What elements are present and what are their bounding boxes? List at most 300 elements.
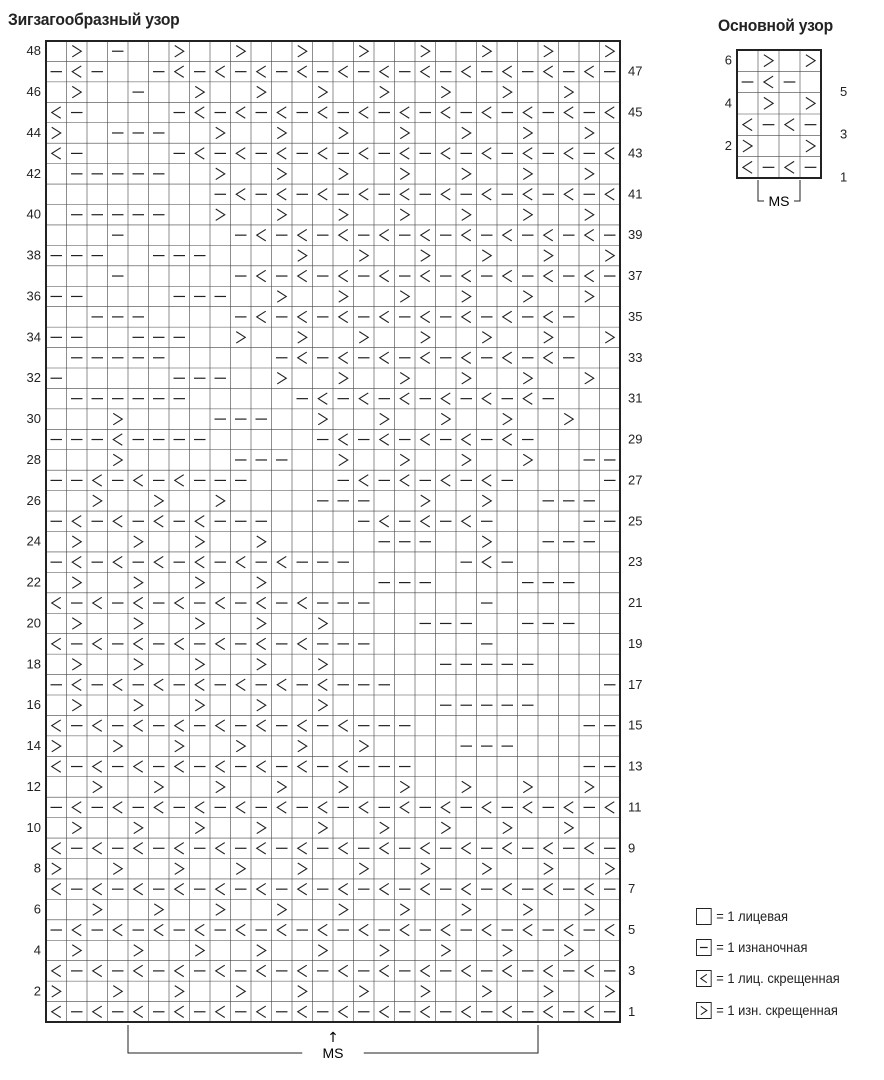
- row-number-left: 36: [26, 288, 41, 304]
- crossed-purl-mark: [134, 577, 143, 588]
- crossed-purl-mark: [154, 781, 163, 792]
- crossed-knit-mark: [585, 1006, 594, 1017]
- crossed-purl-mark: [400, 904, 409, 915]
- crossed-purl-mark: [482, 332, 491, 343]
- crossed-knit-mark: [52, 883, 61, 894]
- crossed-knit-mark: [195, 679, 204, 690]
- crossed-knit-mark: [298, 883, 307, 894]
- crossed-knit-mark: [113, 802, 122, 813]
- crossed-knit-mark: [93, 761, 102, 772]
- chart-row: [52, 965, 616, 976]
- crossed-knit-mark: [462, 434, 471, 445]
- row-number-right: 33: [628, 349, 643, 365]
- crossed-purl-mark: [72, 822, 81, 833]
- crossed-knit-mark: [462, 516, 471, 527]
- crossed-knit-mark: [421, 352, 430, 363]
- crossed-knit-mark: [400, 148, 409, 159]
- crossed-purl-mark: [605, 986, 614, 997]
- row-number-left: 14: [26, 738, 41, 754]
- crossed-purl-mark: [564, 822, 573, 833]
- chart-row: [52, 740, 513, 751]
- crossed-knit-mark: [236, 924, 245, 935]
- crossed-purl-mark: [462, 127, 471, 138]
- crossed-knit-mark: [380, 965, 389, 976]
- crossed-knit-mark: [113, 434, 122, 445]
- crossed-knit-mark: [236, 556, 245, 567]
- crossed-knit-mark: [421, 311, 430, 322]
- chart-row: [52, 597, 493, 608]
- row-number-right: 39: [628, 227, 643, 243]
- crossed-purl-mark: [421, 495, 430, 506]
- crossed-purl-mark: [175, 740, 184, 751]
- row-number-right: 1: [628, 1003, 636, 1019]
- crossed-knit-mark: [544, 270, 553, 281]
- crossed-knit-mark: [277, 107, 286, 118]
- small-row-number-right: 3: [840, 126, 848, 142]
- crossed-purl-mark: [236, 45, 245, 56]
- crossed-purl-mark: [544, 332, 553, 343]
- row-number-left: 18: [26, 656, 41, 672]
- chart-row: [72, 659, 533, 670]
- row-number-left: 12: [26, 778, 41, 794]
- crossed-purl-mark: [544, 986, 553, 997]
- crossed-knit-mark: [72, 516, 81, 527]
- crossed-knit-mark: [482, 393, 491, 404]
- crossed-purl-mark: [134, 822, 143, 833]
- crossed-purl-mark: [257, 86, 266, 97]
- crossed-knit-mark: [257, 270, 266, 281]
- crossed-knit-mark: [503, 883, 512, 894]
- crossed-purl-mark: [277, 904, 286, 915]
- crossed-knit-mark: [339, 352, 348, 363]
- row-number-left: 34: [26, 329, 41, 345]
- row-number-right: 41: [628, 186, 643, 202]
- crossed-knit-mark: [380, 270, 389, 281]
- crossed-knit-mark: [380, 516, 389, 527]
- crossed-knit-mark: [298, 311, 307, 322]
- crossed-knit-mark: [764, 76, 773, 88]
- crossed-purl-mark: [154, 904, 163, 915]
- crossed-purl-mark: [298, 986, 307, 997]
- crossed-purl-mark: [544, 250, 553, 261]
- crossed-knit-mark: [257, 720, 266, 731]
- crossed-purl-mark: [359, 986, 368, 997]
- crossed-purl-mark: [503, 945, 512, 956]
- crossed-knit-mark: [257, 883, 266, 894]
- chart-row: [93, 781, 594, 792]
- crossed-purl-mark: [216, 209, 225, 220]
- crossed-purl-mark: [605, 250, 614, 261]
- crossed-purl-mark: [544, 45, 553, 56]
- crossed-knit-mark: [441, 802, 450, 813]
- crossed-purl-mark: [380, 86, 389, 97]
- crossed-purl-mark: [72, 618, 81, 629]
- crossed-knit-mark: [72, 679, 81, 690]
- crossed-knit-mark: [257, 66, 266, 77]
- crossed-knit-mark: [175, 66, 184, 77]
- crossed-knit-mark: [93, 1006, 102, 1017]
- crossed-knit-mark: [113, 924, 122, 935]
- crossed-purl-mark: [298, 863, 307, 874]
- crossed-knit-mark: [298, 638, 307, 649]
- chart-row: [72, 45, 614, 56]
- crossed-purl-mark: [482, 250, 491, 261]
- crossed-knit-mark: [523, 189, 532, 200]
- row-number-left: 22: [26, 574, 41, 590]
- crossed-purl-mark: [93, 495, 102, 506]
- chart-row: [72, 699, 533, 710]
- row-number-left: 26: [26, 492, 41, 508]
- crossed-knit-mark: [154, 516, 163, 527]
- crossed-knit-mark: [216, 1006, 225, 1017]
- crossed-knit-mark: [277, 148, 286, 159]
- crossed-knit-mark: [605, 148, 614, 159]
- crossed-knit-mark: [195, 924, 204, 935]
- crossed-purl-mark: [195, 822, 204, 833]
- crossed-knit-mark: [216, 66, 225, 77]
- crossed-knit-mark: [380, 843, 389, 854]
- crossed-purl-mark: [134, 536, 143, 547]
- crossed-knit-mark: [462, 229, 471, 240]
- crossed-purl-mark: [400, 209, 409, 220]
- crossed-knit-mark: [257, 965, 266, 976]
- crossed-knit-mark: [503, 434, 512, 445]
- small-row-number-left: 2: [724, 138, 732, 153]
- crossed-knit-mark: [785, 161, 794, 173]
- crossed-knit-mark: [523, 802, 532, 813]
- crossed-knit-mark: [400, 924, 409, 935]
- crossed-knit-mark: [441, 189, 450, 200]
- crossed-knit-mark: [195, 107, 204, 118]
- crossed-purl-mark: [72, 86, 81, 97]
- crossed-purl-mark: [421, 332, 430, 343]
- crossed-purl-mark: [441, 822, 450, 833]
- crossed-knit-mark: [236, 148, 245, 159]
- crossed-purl-mark: [482, 863, 491, 874]
- crossed-knit-mark: [339, 434, 348, 445]
- crossed-knit-mark: [93, 475, 102, 486]
- row-number-right: 23: [628, 554, 643, 570]
- crossed-knit-mark: [503, 965, 512, 976]
- crossed-knit-mark: [134, 843, 143, 854]
- crossed-knit-mark: [564, 802, 573, 813]
- crossed-knit-mark: [52, 597, 61, 608]
- crossed-purl-mark: [175, 863, 184, 874]
- crossed-purl-mark: [523, 781, 532, 792]
- crossed-purl-mark: [380, 945, 389, 956]
- crossed-knit-mark: [785, 119, 794, 131]
- crossed-purl-mark: [216, 781, 225, 792]
- crossed-purl-mark: [359, 863, 368, 874]
- crossed-knit-mark: [421, 516, 430, 527]
- crossed-purl-mark: [318, 699, 327, 710]
- crossed-knit-mark: [113, 516, 122, 527]
- crossed-purl-mark: [339, 209, 348, 220]
- crossed-knit-mark: [482, 107, 491, 118]
- row-number-left: 42: [26, 165, 41, 181]
- crossed-knit-mark: [339, 965, 348, 976]
- crossed-purl-mark: [277, 209, 286, 220]
- crossed-knit-mark: [236, 679, 245, 690]
- row-number-right: 25: [628, 513, 643, 529]
- crossed-purl-mark: [701, 1006, 707, 1014]
- chart-row: [113, 413, 573, 424]
- crossed-knit-mark: [421, 843, 430, 854]
- crossed-purl-mark: [216, 495, 225, 506]
- crossed-purl-mark: [72, 536, 81, 547]
- crossed-knit-mark: [257, 761, 266, 772]
- crossed-knit-mark: [52, 148, 61, 159]
- legend-label: = 1 лицевая: [716, 908, 789, 924]
- crossed-knit-mark: [93, 720, 102, 731]
- crossed-knit-mark: [318, 107, 327, 118]
- crossed-purl-mark: [195, 86, 204, 97]
- crossed-knit-mark: [523, 924, 532, 935]
- crossed-purl-mark: [482, 536, 491, 547]
- row-number-right: 3: [628, 962, 636, 978]
- chart-row: [52, 638, 493, 649]
- crossed-knit-mark: [359, 189, 368, 200]
- chart-row: [72, 945, 573, 956]
- crossed-knit-mark: [585, 229, 594, 240]
- crossed-purl-mark: [52, 127, 61, 138]
- crossed-knit-mark: [72, 556, 81, 567]
- crossed-knit-mark: [462, 311, 471, 322]
- crossed-purl-mark: [441, 413, 450, 424]
- chart-row: [93, 495, 595, 506]
- legend-item: [696, 937, 807, 957]
- crossed-purl-mark: [113, 454, 122, 465]
- crossed-knit-mark: [359, 393, 368, 404]
- row-number-left: 10: [26, 819, 41, 835]
- crossed-purl-mark: [462, 781, 471, 792]
- crossed-knit-mark: [318, 924, 327, 935]
- crossed-knit-mark: [154, 679, 163, 690]
- crossed-purl-mark: [216, 904, 225, 915]
- crossed-knit-mark: [482, 189, 491, 200]
- crossed-purl-mark: [421, 863, 430, 874]
- crossed-purl-mark: [462, 291, 471, 302]
- crossed-knit-mark: [339, 720, 348, 731]
- crossed-knit-mark: [482, 475, 491, 486]
- chart-row: [52, 1006, 616, 1017]
- crossed-purl-mark: [257, 536, 266, 547]
- crossed-knit-mark: [277, 679, 286, 690]
- crossed-knit-mark: [134, 720, 143, 731]
- crossed-knit-mark: [380, 1006, 389, 1017]
- chart-row: [113, 454, 615, 465]
- crossed-purl-mark: [318, 945, 327, 956]
- crossed-purl-mark: [216, 127, 225, 138]
- crossed-purl-mark: [113, 740, 122, 751]
- crossed-purl-mark: [339, 127, 348, 138]
- crossed-purl-mark: [585, 168, 594, 179]
- crossed-purl-mark: [52, 986, 61, 997]
- ms-label: MS: [322, 1045, 344, 1061]
- crossed-knit-mark: [339, 311, 348, 322]
- crossed-knit-mark: [462, 883, 471, 894]
- crossed-purl-mark: [564, 413, 573, 424]
- crossed-purl-mark: [236, 986, 245, 997]
- crossed-knit-mark: [462, 1006, 471, 1017]
- crossed-knit-mark: [236, 107, 245, 118]
- crossed-knit-mark: [359, 148, 368, 159]
- crossed-purl-mark: [523, 209, 532, 220]
- crossed-knit-mark: [298, 352, 307, 363]
- crossed-knit-mark: [134, 883, 143, 894]
- crossed-knit-mark: [339, 1006, 348, 1017]
- crossed-purl-mark: [134, 618, 143, 629]
- crossed-purl-mark: [421, 986, 430, 997]
- crossed-knit-mark: [236, 802, 245, 813]
- crossed-purl-mark: [298, 45, 307, 56]
- crossed-purl-mark: [462, 372, 471, 383]
- crossed-knit-mark: [503, 66, 512, 77]
- crossed-purl-mark: [462, 904, 471, 915]
- crossed-purl-icon: [696, 1002, 712, 1019]
- crossed-purl-mark: [462, 209, 471, 220]
- crossed-knit-mark: [318, 679, 327, 690]
- crossed-knit-mark: [52, 720, 61, 731]
- crossed-knit-mark: [52, 638, 61, 649]
- legend-item: [696, 1000, 838, 1020]
- row-number-left: 48: [26, 43, 41, 59]
- chart-row: [52, 883, 616, 894]
- small-grid: [737, 50, 821, 178]
- crossed-knit-mark: [318, 393, 327, 404]
- legend-label: = 1 изн. скрещенная: [716, 1002, 838, 1018]
- crossed-knit-mark: [544, 66, 553, 77]
- crossed-purl-mark: [72, 945, 81, 956]
- crossed-knit-mark: [72, 66, 81, 77]
- crossed-knit-mark: [175, 883, 184, 894]
- row-number-right: 17: [628, 676, 643, 692]
- crossed-purl-mark: [421, 250, 430, 261]
- crossed-purl-mark: [359, 740, 368, 751]
- crossed-knit-mark: [93, 843, 102, 854]
- crossed-knit-mark: [93, 597, 102, 608]
- chart-row: [112, 229, 615, 240]
- legend-item: [696, 906, 788, 926]
- crossed-knit-mark: [359, 802, 368, 813]
- main-grid: [46, 41, 620, 1022]
- chart-row: [51, 250, 615, 261]
- crossed-knit-mark: [298, 66, 307, 77]
- crossed-knit-mark: [277, 556, 286, 567]
- crossed-knit-mark: [175, 761, 184, 772]
- crossed-knit-mark: [339, 843, 348, 854]
- row-number-right: 19: [628, 635, 643, 651]
- row-number-left: 30: [26, 411, 41, 427]
- crossed-knit-icon: [696, 970, 712, 987]
- crossed-knit-mark: [216, 843, 225, 854]
- crossed-knit-mark: [359, 107, 368, 118]
- crossed-knit-mark: [544, 229, 553, 240]
- crossed-knit-mark: [216, 638, 225, 649]
- crossed-knit-mark: [400, 107, 409, 118]
- crossed-purl-mark: [154, 495, 163, 506]
- crossed-knit-mark: [544, 311, 553, 322]
- chart-row: [112, 270, 615, 281]
- row-number-left: 38: [26, 247, 41, 263]
- crossed-purl-mark: [585, 209, 594, 220]
- crossed-purl-mark: [195, 699, 204, 710]
- crossed-purl-mark: [503, 822, 512, 833]
- legend-label: = 1 лиц. скрещенная: [716, 970, 840, 986]
- row-number-right: 47: [628, 63, 643, 79]
- crossed-knit-mark: [339, 66, 348, 77]
- crossed-knit-mark: [134, 761, 143, 772]
- crossed-purl-mark: [605, 45, 614, 56]
- crossed-purl-mark: [585, 372, 594, 383]
- crossed-purl-mark: [257, 822, 266, 833]
- crossed-purl-mark: [482, 495, 491, 506]
- crossed-knit-mark: [359, 924, 368, 935]
- crossed-knit-mark: [113, 556, 122, 567]
- crossed-knit-mark: [318, 802, 327, 813]
- crossed-purl-mark: [257, 618, 266, 629]
- crossed-purl-mark: [585, 127, 594, 138]
- crossed-knit-mark: [257, 597, 266, 608]
- crossed-knit-mark: [585, 66, 594, 77]
- crossed-knit-mark: [134, 475, 143, 486]
- ms-arrow: ↑: [327, 1030, 339, 1046]
- crossed-purl-mark: [318, 413, 327, 424]
- crossed-knit-mark: [277, 924, 286, 935]
- crossed-knit-mark: [585, 843, 594, 854]
- crossed-purl-mark: [52, 740, 61, 751]
- row-number-left: 2: [33, 983, 41, 999]
- crossed-purl-mark: [764, 55, 773, 67]
- crossed-knit-mark: [195, 516, 204, 527]
- row-number-right: 45: [628, 104, 643, 120]
- crossed-purl-mark: [441, 945, 450, 956]
- small-row-number-left: 6: [724, 52, 732, 68]
- crossed-knit-mark: [462, 270, 471, 281]
- chart-row: [52, 720, 616, 731]
- row-number-right: 15: [628, 717, 643, 733]
- crossed-purl-mark: [236, 740, 245, 751]
- crossed-knit-mark: [339, 761, 348, 772]
- small-row-number-right: 1: [840, 169, 848, 185]
- crossed-knit-mark: [544, 965, 553, 976]
- crossed-knit-mark: [318, 148, 327, 159]
- crossed-purl-mark: [298, 250, 307, 261]
- crossed-purl-mark: [544, 863, 553, 874]
- chart-row: [72, 822, 573, 833]
- crossed-knit-mark: [421, 965, 430, 976]
- crossed-knit-mark: [400, 189, 409, 200]
- crossed-knit-mark: [380, 352, 389, 363]
- crossed-knit-mark: [523, 148, 532, 159]
- crossed-knit-mark: [605, 189, 614, 200]
- crossed-purl-mark: [359, 332, 368, 343]
- crossed-knit-mark: [154, 556, 163, 567]
- crossed-knit-mark: [298, 720, 307, 731]
- row-number-left: 8: [33, 860, 41, 876]
- crossed-purl-mark: [462, 168, 471, 179]
- crossed-knit-mark: [52, 965, 61, 976]
- crossed-knit-mark: [482, 802, 491, 813]
- crossed-knit-mark: [421, 66, 430, 77]
- chart-row: [72, 618, 574, 629]
- crossed-knit-mark: [175, 638, 184, 649]
- crossed-knit-mark: [380, 883, 389, 894]
- crossed-purl-mark: [806, 55, 815, 67]
- crossed-knit-mark: [93, 638, 102, 649]
- crossed-knit-mark: [380, 434, 389, 445]
- crossed-knit-mark: [257, 1006, 266, 1017]
